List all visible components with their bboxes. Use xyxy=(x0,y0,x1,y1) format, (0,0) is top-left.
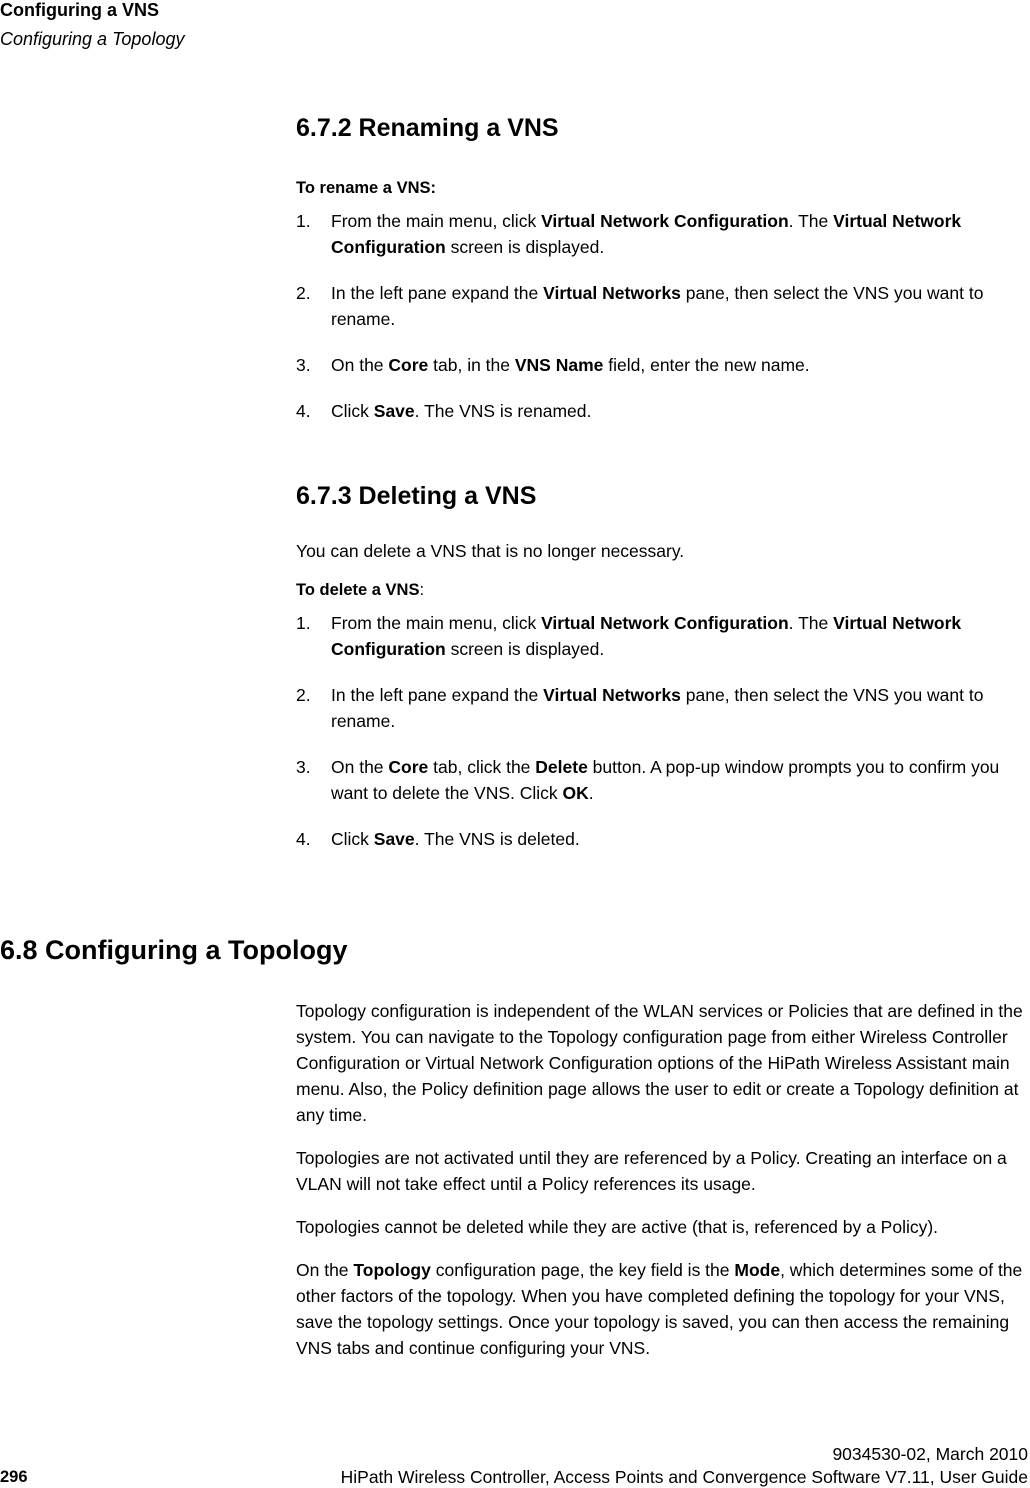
rename-step-4: 4. Click Save. The VNS is renamed. xyxy=(296,398,1028,424)
delete-step-2: 2. In the left pane expand the Virtual Networks pane, then select the VNS you want to rename. xyxy=(296,682,1028,734)
ui-term: Virtual Network Configuration xyxy=(331,210,962,257)
topology-paragraph-3: Topologies cannot be deleted while they are active (that is, referenced by a Policy). xyxy=(296,1217,939,1237)
step-number: 3. xyxy=(296,756,311,777)
rename-step-3: 3. On the Core tab, in the VNS Name field, enter the new name. xyxy=(296,352,1028,378)
step-number: 1. xyxy=(296,612,311,633)
section-renaming-vns xyxy=(296,113,1028,444)
ui-term: Virtual Network Configuration xyxy=(331,612,962,659)
footer-doc-number: 9034530-02, March 2010 xyxy=(832,1444,1028,1464)
step-number: 3. xyxy=(296,354,311,375)
ui-term: VNS Name xyxy=(514,354,604,375)
procedure-title-rename: To rename a VNS: xyxy=(296,179,436,197)
section-heading-deleting-vns: 6.7.3 Deleting a VNS xyxy=(296,482,537,510)
step-number: 4. xyxy=(296,400,311,421)
ui-term: Virtual Networks xyxy=(543,282,681,303)
ui-term: Core xyxy=(388,756,429,777)
rename-steps xyxy=(296,208,1028,424)
delete-step-4: 4. Click Save. The VNS is deleted. xyxy=(296,826,1028,852)
running-head-title: Configuring a VNS xyxy=(0,0,159,20)
ui-term: Save xyxy=(373,828,415,849)
step-number: 2. xyxy=(296,282,311,303)
ui-term: Mode xyxy=(734,1260,781,1280)
page-number: 296 xyxy=(0,1468,28,1486)
rename-step-2: 2. In the left pane expand the Virtual Networks pane, then select the VNS you want to rename. xyxy=(296,280,1028,332)
footer-doc-title: HiPath Wireless Controller, Access Points and Convergence Software V7.11, User Guide xyxy=(340,1467,1028,1487)
procedure-title-delete: To delete a VNS: xyxy=(296,581,425,599)
step-number: 4. xyxy=(296,828,311,849)
ui-term: OK xyxy=(562,782,589,803)
ui-term: Delete xyxy=(535,756,588,777)
topology-paragraph-4: On the Topology configuration page, the key field is the Mode, which determines some of the other factors of the topology. When you have completed defining the topology for your VNS, save the topology settings. Once your topology is saved, you can then access the remaining VNS tabs and continue configuring your VNS. xyxy=(296,1260,1023,1358)
ui-term: Save xyxy=(373,400,415,421)
running-head-subtitle: Configuring a Topology xyxy=(0,29,185,49)
delete-intro: You can delete a VNS that is no longer necessary. xyxy=(296,541,685,561)
topology-paragraph-2: Topologies are not activated until they are referenced by a Policy. Creating an interface on a VLAN will not take effect until a Policy references its usage. xyxy=(296,1148,1007,1194)
topology-paragraph-1: Topology configuration is independent of the WLAN services or Policies that are defined in the system. You can navigate to the Topology configuration page from either Wireless Controller Configuration or Virtual Network Configuration options of the HiPath Wireless Assistant main menu. Also, the Policy definition page allows the user to edit or create a Topology definition at any time. xyxy=(296,1001,1023,1125)
section-deleting-vns xyxy=(296,481,1028,872)
delete-step-3: 3. On the Core tab, click the Delete button. A pop-up window prompts you to confirm you want to delete the VNS. Click OK. xyxy=(296,754,1028,806)
ui-term: Virtual Network Configuration xyxy=(541,210,789,231)
section-heading-configuring-topology: 6.8 Configuring a Topology xyxy=(0,935,348,965)
section-configuring-topology xyxy=(296,998,1028,1361)
step-number: 1. xyxy=(296,210,311,231)
ui-term: Topology xyxy=(353,1260,431,1280)
ui-term: Virtual Network Configuration xyxy=(541,612,789,633)
section-heading-renaming-vns: 6.7.2 Renaming a VNS xyxy=(296,114,559,142)
rename-step-1: 1. From the main menu, click Virtual Network Configuration. The Virtual Network Configuration screen is displayed. xyxy=(296,208,1028,260)
step-number: 2. xyxy=(296,684,311,705)
delete-step-1: 1. From the main menu, click Virtual Network Configuration. The Virtual Network Configuration screen is displayed. xyxy=(296,610,1028,662)
delete-steps xyxy=(296,610,1028,852)
ui-term: Virtual Networks xyxy=(543,684,681,705)
ui-term: Core xyxy=(388,354,429,375)
